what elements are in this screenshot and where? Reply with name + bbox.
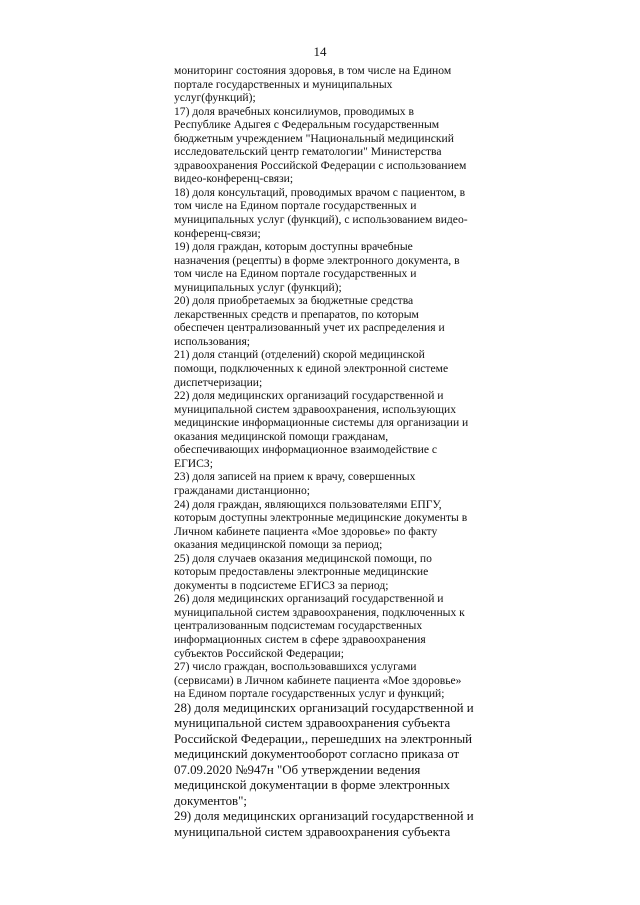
- text-line: гражданами дистанционно;: [174, 483, 310, 497]
- text-line: том числе на Едином портале государственных и: [174, 199, 417, 213]
- text-line: муниципальной систем здравоохранения, подключенных к: [174, 605, 465, 619]
- text-line: том числе на Едином портале государственных и: [174, 267, 417, 281]
- text-line: медицинской документации в форме электронных: [174, 778, 450, 793]
- text-line: 21) доля станций (отделений) скорой медицинской: [174, 348, 425, 362]
- text-line: портале государственных и муниципальных: [174, 77, 393, 91]
- text-line: 27) число граждан, воспользовавшихся услугами: [174, 660, 417, 674]
- text-line: использования;: [174, 334, 251, 348]
- text-line: 19) доля граждан, которым доступны врачебные: [174, 240, 413, 254]
- text-line: ЕГИСЗ;: [174, 456, 213, 470]
- text-line: которым предоставлены электронные медицинские: [174, 565, 429, 579]
- text-line: 07.09.2020 №947н "Об утверждении ведения: [174, 762, 421, 777]
- body-text: [174, 64, 476, 840]
- text-line: бюджетным учреждением "Национальный медицинский: [174, 131, 454, 145]
- text-line: услуг(функций);: [174, 91, 256, 105]
- text-line: 22) доля медицинских организаций государственной и: [174, 389, 444, 403]
- text-line: помощи, подключенных к единой электронной системе: [174, 362, 449, 376]
- page-number: 14: [313, 44, 327, 59]
- text-line: 26) доля медицинских организаций государственной и: [174, 592, 444, 606]
- text-line: муниципальной систем здравоохранения, использующих: [174, 402, 457, 416]
- text-line: 28) доля медицинских организаций государственной и: [174, 700, 474, 715]
- text-line: муниципальных услуг (функций);: [174, 280, 342, 294]
- text-line: субъектов Российской Федерации;: [174, 646, 344, 660]
- text-line: 18) доля консультаций, проводимых врачом с пациентом, в: [174, 185, 466, 199]
- text-line: мониторинг состояния здоровья, в том числе на Едином: [174, 64, 452, 77]
- text-line: муниципальной систем здравоохранения субъекта: [174, 716, 451, 731]
- text-line: централизованным подсистемам государственных: [174, 619, 423, 633]
- text-line: информационных систем в сфере здравоохранения: [174, 632, 426, 646]
- text-line: видео-конференц-связи;: [174, 172, 294, 186]
- text-line: медицинский документооборот согласно приказа от: [174, 747, 460, 762]
- text-line: 24) доля граждан, являющихся пользователями ЕПГУ,: [174, 497, 442, 511]
- text-line: обеспечивающих информационное взаимодействие с: [174, 443, 438, 457]
- text-line: муниципальной систем здравоохранения субъекта: [174, 824, 451, 839]
- text-line: (сервисами) в Личном кабинете пациента «Мое здоровье»: [174, 673, 462, 687]
- text-line: обеспечен централизованный учет их распределения и: [174, 321, 445, 335]
- text-line: назначения (рецепты) в форме электронного документа, в: [174, 253, 460, 267]
- text-line: оказания медицинской помощи за период;: [174, 538, 383, 552]
- text-line: медицинские информационные системы для организации и: [174, 416, 469, 430]
- text-line: 17) доля врачебных консилиумов, проводимых в: [174, 104, 414, 118]
- text-line: исследовательский центр гематологии" Министерства: [174, 145, 442, 159]
- text-line: Личном кабинете пациента «Мое здоровье» по факту: [174, 524, 438, 538]
- text-line: Российской Федерации,, перешедших на электронный: [174, 731, 473, 746]
- text-line: 29) доля медицинских организаций государственной и: [174, 809, 474, 824]
- text-line: которым доступны электронные медицинские документы в: [174, 511, 468, 525]
- text-line: на Едином портале государственных услуг и функций;: [174, 687, 445, 701]
- text-line: оказания медицинской помощи гражданам,: [174, 429, 389, 443]
- text-line: 25) доля случаев оказания медицинской помощи, по: [174, 551, 432, 565]
- text-line: здравоохранения Российской Федерации с использованием: [174, 158, 467, 172]
- text-line: диспетчеризации;: [174, 375, 263, 389]
- text-line: документов";: [174, 793, 247, 808]
- text-line: 23) доля записей на прием к врачу, совершенных: [174, 470, 416, 484]
- text-line: документы в подсистеме ЕГИСЗ за период;: [174, 578, 389, 592]
- text-line: 20) доля приобретаемых за бюджетные средства: [174, 294, 414, 308]
- text-line: конференц-связи;: [174, 226, 261, 240]
- text-line: муниципальных услуг (функций), с использованием видео-: [174, 213, 468, 227]
- text-line: лекарственных средств и препаратов, по которым: [174, 307, 419, 321]
- text-line: Республике Адыгея с Федеральным государственным: [174, 118, 440, 132]
